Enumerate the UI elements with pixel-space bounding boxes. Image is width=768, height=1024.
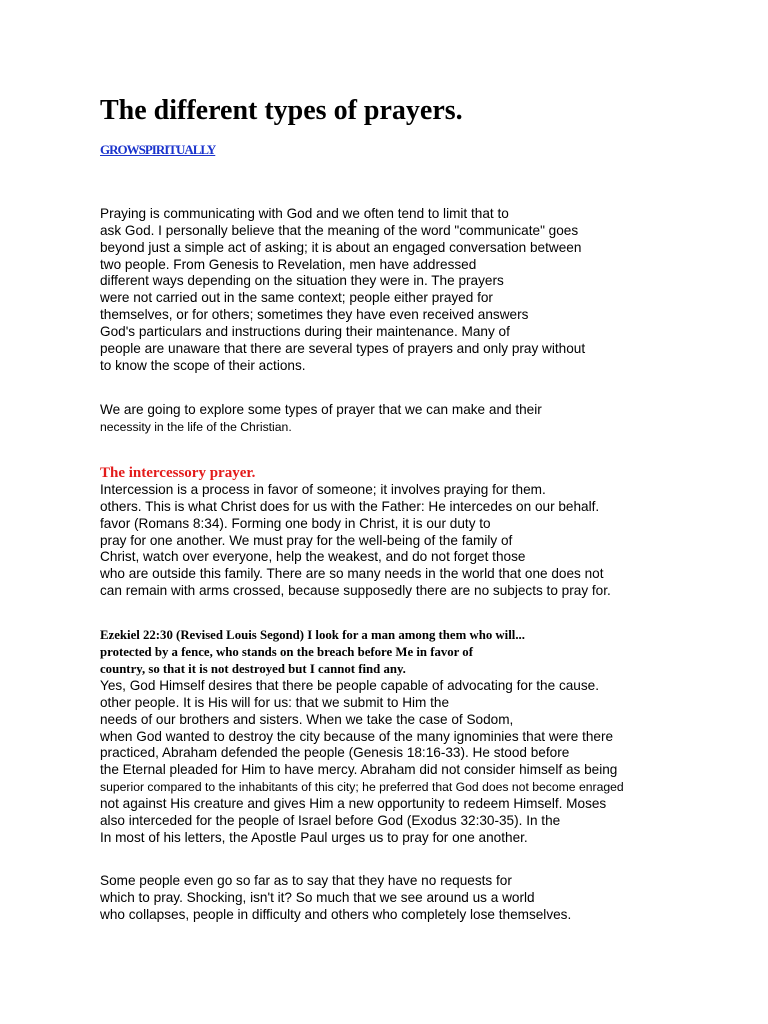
paragraph-line: God's particulars and instructions during their maintenance. Many of <box>100 323 510 339</box>
intro-paragraph <box>100 206 585 374</box>
paragraph-line: people are unaware that there are several types of prayers and only pray without <box>100 340 586 356</box>
paragraph-line: Some people even go so far as to say that they have no requests for <box>100 873 512 888</box>
paragraph-line: to know the scope of their actions. <box>100 357 306 373</box>
paragraph-line: the Eternal pleaded for Him to have mercy. Abraham did not consider himself as being <box>100 762 618 778</box>
paragraph-line: practiced, Abraham defended the people (Genesis 18:16-33). He stood before <box>100 745 570 761</box>
paragraph-line: were not carried out in the same context; people either prayed for <box>100 290 493 306</box>
paragraph-line: not against His creature and gives Him a new opportunity to redeem Himself. Moses <box>100 795 607 811</box>
paragraph-line: themselves, or for others; sometimes they have even received answers <box>100 307 529 323</box>
paragraph-line: superior compared to the inhabitants of this city; he preferred that God does not become enraged <box>100 780 624 795</box>
paragraph-line: other people. It is His will for us: that we submit to Him the <box>100 694 450 710</box>
paragraph-line: can remain with arms crossed, because supposedly there are no subjects to pray for. <box>100 583 611 599</box>
paragraph-line: who collapses, people in difficulty and others who completely lose themselves. <box>100 906 572 922</box>
paragraph-line: which to pray. Shocking, isn't it? So much that we see around us a world <box>100 889 535 905</box>
paragraph-line: others. This is what Christ does for us with the Father: He intercedes on our behalf. <box>100 498 600 514</box>
paragraph-line: Christ, watch over everyone, help the weakest, and do not forget those <box>100 549 526 565</box>
paragraph-line: needs of our brothers and sisters. When we take the case of Sodom, <box>100 711 514 727</box>
paragraph-line: beyond just a simple act of asking; it is about an engaged conversation between <box>100 239 582 255</box>
author-link[interactable]: GROWSPIRITUALLY <box>100 142 216 157</box>
paragraph-line: pray for one another. We must pray for the well-being of the family of <box>100 532 513 548</box>
explore-paragraph <box>100 402 542 436</box>
intercession-paragraph <box>100 482 611 600</box>
paragraph-line: necessity in the life of the Christian. <box>100 419 292 434</box>
paragraph-line: ask God. I personally believe that the meaning of the word "communicate" goes <box>100 222 579 238</box>
paragraph-line: Praying is communicating with God and we often tend to limit that to <box>100 206 509 221</box>
paragraph-line: Yes, God Himself desires that there be people capable of advocating for the cause. <box>100 678 599 693</box>
closing-paragraph <box>100 873 571 924</box>
paragraph-line: different ways depending on the situation they were in. The prayers <box>100 273 504 289</box>
paragraph-line: Intercession is a process in favor of someone; it involves praying for them. <box>100 482 546 497</box>
paragraph-line: who are outside this family. There are so many needs in the world that one does not <box>100 566 604 582</box>
paragraph-line: also interceded for the people of Israel before God (Exodus 32:30-35). In the <box>100 812 561 828</box>
verse-line: protected by a fence, who stands on the breach before Me in favor of <box>100 644 473 659</box>
paragraph-line: two people. From Genesis to Revelation, men have addressed <box>100 256 477 272</box>
paragraph-line: when God wanted to destroy the city because of the many ignominies that were there <box>100 728 614 744</box>
section-heading: The intercessory prayer. <box>100 465 256 481</box>
bible-verse <box>100 627 525 678</box>
page-title: The different types of prayers. <box>100 95 463 126</box>
paragraph-line: favor (Romans 8:34). Forming one body in Christ, it is our duty to <box>100 515 491 531</box>
advocacy-paragraph <box>100 678 624 846</box>
verse-line: Ezekiel 22:30 (Revised Louis Segond) I look for a man among them who will... <box>100 628 525 642</box>
paragraph-line: We are going to explore some types of prayer that we can make and their <box>100 402 542 417</box>
verse-line: country, so that it is not destroyed but I cannot find any. <box>100 661 406 676</box>
paragraph-line: In most of his letters, the Apostle Paul urges us to pray for one another. <box>100 829 528 845</box>
